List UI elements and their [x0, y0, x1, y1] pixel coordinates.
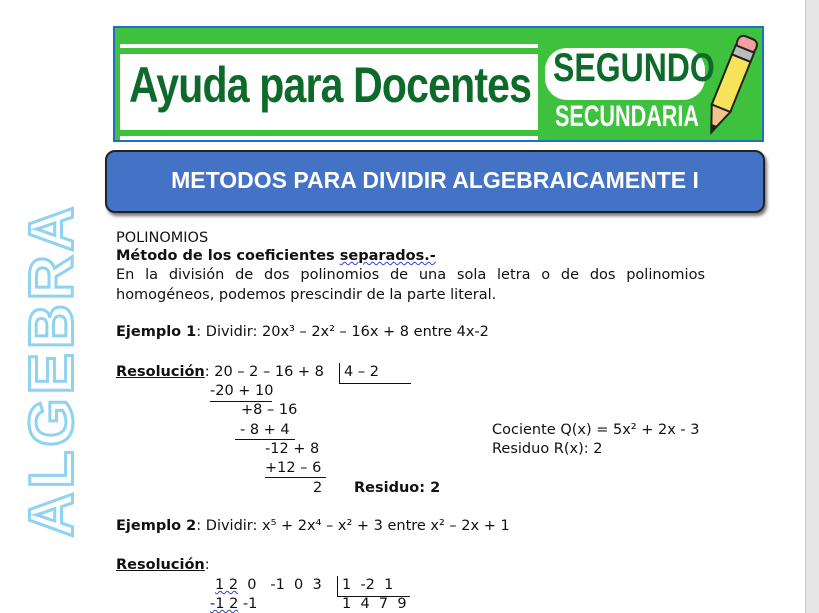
example2-statement [116, 517, 510, 535]
example2-divisor: 1 -2 1 [342, 577, 394, 593]
step-4: -12 + 8 [265, 441, 320, 457]
step-line [265, 477, 326, 478]
residue-text: Residuo R(x): 2 [492, 441, 603, 457]
quotient-text: Cociente Q(x) = 5x² + 2x - 3 [492, 422, 700, 438]
step-3: - 8 + 4 [240, 422, 290, 438]
step-5: +12 – 6 [265, 460, 322, 476]
example2-resolution: Resolución: [116, 557, 210, 573]
example1-text: : Dividir: 20x³ – 2x² – 16x + 8 entre 4x-2 [196, 324, 489, 340]
pencil-icon [703, 32, 758, 140]
example1-divisor: 4 – 2 [344, 364, 379, 380]
dividend-first: 1 2 [215, 577, 239, 593]
example2-row2 [210, 595, 257, 613]
division-bar [337, 576, 338, 596]
method-heading-tail: separados.- [339, 248, 436, 264]
example2-label: Ejemplo 2 [116, 518, 197, 534]
example1-resolution [116, 363, 324, 381]
division-bar [339, 363, 340, 383]
section-heading: POLINOMIOS [116, 230, 209, 246]
example2-text: : Dividir: x⁵ + 2x⁴ – x² + 3 entre x² – 2x + 1 [196, 518, 510, 534]
level-label: SECUNDARIA [555, 100, 700, 133]
divisor-underline [339, 383, 411, 384]
intro-line-2: homogéneos, podemos prescindir de la parte literal. [116, 287, 497, 303]
method-heading-text: Método de los coeficientes [116, 248, 340, 264]
resolution-label: Resolución [116, 364, 205, 380]
title-box [105, 150, 765, 213]
dividend-rest: 0 -1 0 3 [238, 577, 322, 593]
header-banner [113, 26, 764, 142]
residue-bold: Residuo: 2 [354, 480, 441, 496]
step-2: +8 – 16 [241, 402, 298, 418]
example2-quotient: 1 4 7 9 [342, 596, 407, 612]
row2-first: -1 2 [210, 596, 239, 612]
example1-dividend: : 20 – 2 – 16 + 8 [204, 364, 324, 380]
intro-line-1: En la división de dos polinomios de una sola letra o de dos polinomios [116, 267, 705, 283]
method-heading [116, 247, 436, 265]
sidebar-label: ALGEBRA [17, 202, 87, 538]
brand-logo: Ayuda para Docentes [129, 57, 532, 113]
row2-rest: -1 [238, 596, 258, 612]
grade-label: SEGUNDO [553, 46, 715, 90]
example1-statement [116, 323, 489, 341]
example2-dividend [215, 576, 322, 594]
page-title: METODOS PARA DIVIDIR ALGEBRAICAMENTE I [171, 167, 699, 193]
step-6: 2 [313, 480, 323, 496]
example1-label: Ejemplo 1 [116, 324, 197, 340]
resolution-label: Resolución [116, 557, 205, 573]
step-1: -20 + 10 [210, 383, 274, 399]
